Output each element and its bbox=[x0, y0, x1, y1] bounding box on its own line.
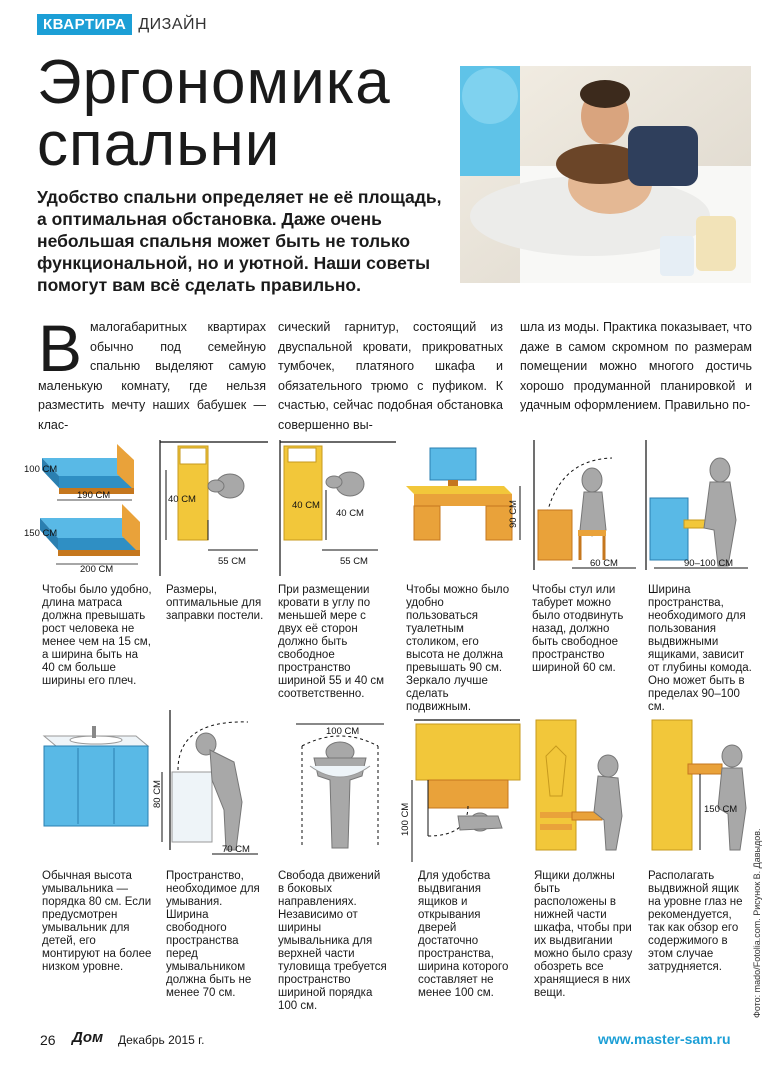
figure-bed-making bbox=[158, 440, 270, 576]
issue-date: Декабрь 2015 г. bbox=[118, 1033, 205, 1047]
dim-40b: 40 СМ bbox=[336, 508, 364, 519]
figure-low-drawers bbox=[532, 716, 644, 856]
dim-90-100: 90–100 СМ bbox=[684, 558, 734, 569]
caption-5: Чтобы стул или табурет можно было отодвинуть назад, должно быть свободное пространство шириной 60 см. bbox=[532, 584, 624, 674]
caption-3: При размещении кровати в углу по меньшей мере с двух её сторон должно быть свободное пространство шириной 55 и 40 см соответственно. bbox=[278, 584, 385, 700]
caption-12: Располагать выдвижной ящик на уровне глаз не рекомендуется, так как обзор его содержимого в этом случае затрудняется. bbox=[648, 870, 743, 973]
dim-40a: 40 СМ bbox=[292, 500, 320, 511]
figure-chair-space bbox=[532, 440, 644, 576]
caption-1: Чтобы было удобно, длина матраса должна превышать рост человека не менее чем на 15 см, а ширина быть на 40 см больше ширины его плеч. bbox=[42, 584, 152, 687]
dim-55: 55 СМ bbox=[218, 556, 246, 567]
dim-100: 100 СМ bbox=[24, 464, 58, 475]
title-line-1: Эргономика bbox=[37, 48, 391, 117]
dim-100-side: 100 СМ bbox=[326, 726, 360, 737]
photo-credit bbox=[752, 828, 766, 1018]
caption-2: Размеры, оптимальные для заправки постели. bbox=[166, 584, 264, 622]
drop-cap: В bbox=[38, 311, 83, 385]
dim-70: 70 СМ bbox=[222, 844, 250, 855]
page-number: 26 bbox=[40, 1032, 56, 1048]
figure-mattress-size bbox=[22, 436, 152, 576]
figure-washing-space bbox=[152, 710, 270, 860]
dim-40: 40 СМ bbox=[168, 494, 196, 505]
section-sub: ДИЗАЙН bbox=[138, 15, 208, 33]
dim-150: 150 СМ bbox=[24, 528, 58, 539]
figure-vanity-table bbox=[400, 440, 526, 576]
bedroom-photo bbox=[460, 66, 751, 283]
figure-drawer-space bbox=[644, 440, 756, 576]
caption-7: Обычная высота умывальника — порядка 80 см. Если предусмотрен умывальник для детей, его монтируют на более низком уровне. bbox=[42, 870, 152, 973]
article-text-1: малогабаритных квартирах обычно под семейную спальню выделяют самую маленькую комнату, где нельзя разместить мечту наших бабушек — клас- bbox=[38, 320, 266, 432]
article-column-1 bbox=[38, 311, 266, 435]
website-link[interactable]: www.master-sam.ru bbox=[598, 1031, 731, 1047]
article-column-2: сический гарнитур, состоящий из двуспальной кровати, прикроватных тумбочек, платяного шкафа и обязательного трюмо с пуфиком. К счастью, сейчас подобная обстановка совершенно вы- bbox=[278, 320, 503, 432]
title-line-2: спальни bbox=[37, 110, 281, 179]
credit-text: Фото: mado/Fotolia.com. Рисунок В. Давыдов. bbox=[752, 828, 762, 1018]
figure-eye-level-drawer bbox=[648, 716, 752, 856]
magazine-logo: Дом bbox=[72, 1029, 104, 1046]
figure-side-movement bbox=[292, 716, 388, 856]
dim-60: 60 СМ bbox=[590, 558, 618, 569]
caption-10: Для удобства выдвигания ящиков и открывания дверей достаточно пространства, ширина которого составляет не менее 100 см. bbox=[418, 870, 509, 999]
dim-200: 200 СМ bbox=[80, 564, 114, 575]
caption-11: Ящики должны быть расположены в нижней части шкафа, чтобы при их выдвигании можно было сразу обозреть все хранящиеся в них вещи. bbox=[534, 870, 633, 999]
lead-paragraph: Удобство спальни определяет не её площадь, а оптимальная обстановка. Даже очень небольшая спальня может быть не только функциональной, но и уютной. Наши советы помогут вам всё сделать правильно. bbox=[37, 187, 442, 295]
caption-4: Чтобы можно было удобно пользоваться туалетным столиком, его высота не должна превышать 90 см. Зеркало лучше сделать подвижным. bbox=[406, 584, 510, 713]
figure-drawer-doors bbox=[400, 716, 526, 866]
page-title bbox=[37, 48, 391, 179]
caption-6: Ширина пространства, необходимого для пользования выдвижными ящиками, зависит от глубины комода. Оно может быть в пределах 90–100 см. bbox=[648, 584, 752, 713]
caption-8: Пространство, необходимое для умывания. Ширина свободного пространства перед умывальником должна быть не менее 70 см. bbox=[166, 870, 260, 999]
dim-100-doors: 100 СМ bbox=[400, 802, 411, 836]
caption-9: Свобода движений в боковых направлениях. Независимо от ширины умывальника для верхней части туловища требуется пространство шириной порядка 100 см. bbox=[278, 870, 387, 1012]
dim-55b: 55 СМ bbox=[340, 556, 368, 567]
section-rubric bbox=[37, 14, 207, 35]
dim-90: 90 СМ bbox=[508, 500, 519, 528]
article-column-3: шла из моды. Практика показывает, что даже в самом скромном по размерам помещении можно многого достичь хорошо продуманной планировкой и удачным оформлением. Правильно по- bbox=[520, 320, 752, 412]
section-tag: КВАРТИРА bbox=[37, 14, 132, 35]
dim-150: 150 СМ bbox=[704, 804, 738, 815]
dim-190: 190 СМ bbox=[77, 490, 111, 501]
figure-corner-bed bbox=[278, 440, 398, 576]
dim-80: 80 СМ bbox=[152, 780, 163, 808]
figure-washbasin bbox=[36, 716, 152, 836]
